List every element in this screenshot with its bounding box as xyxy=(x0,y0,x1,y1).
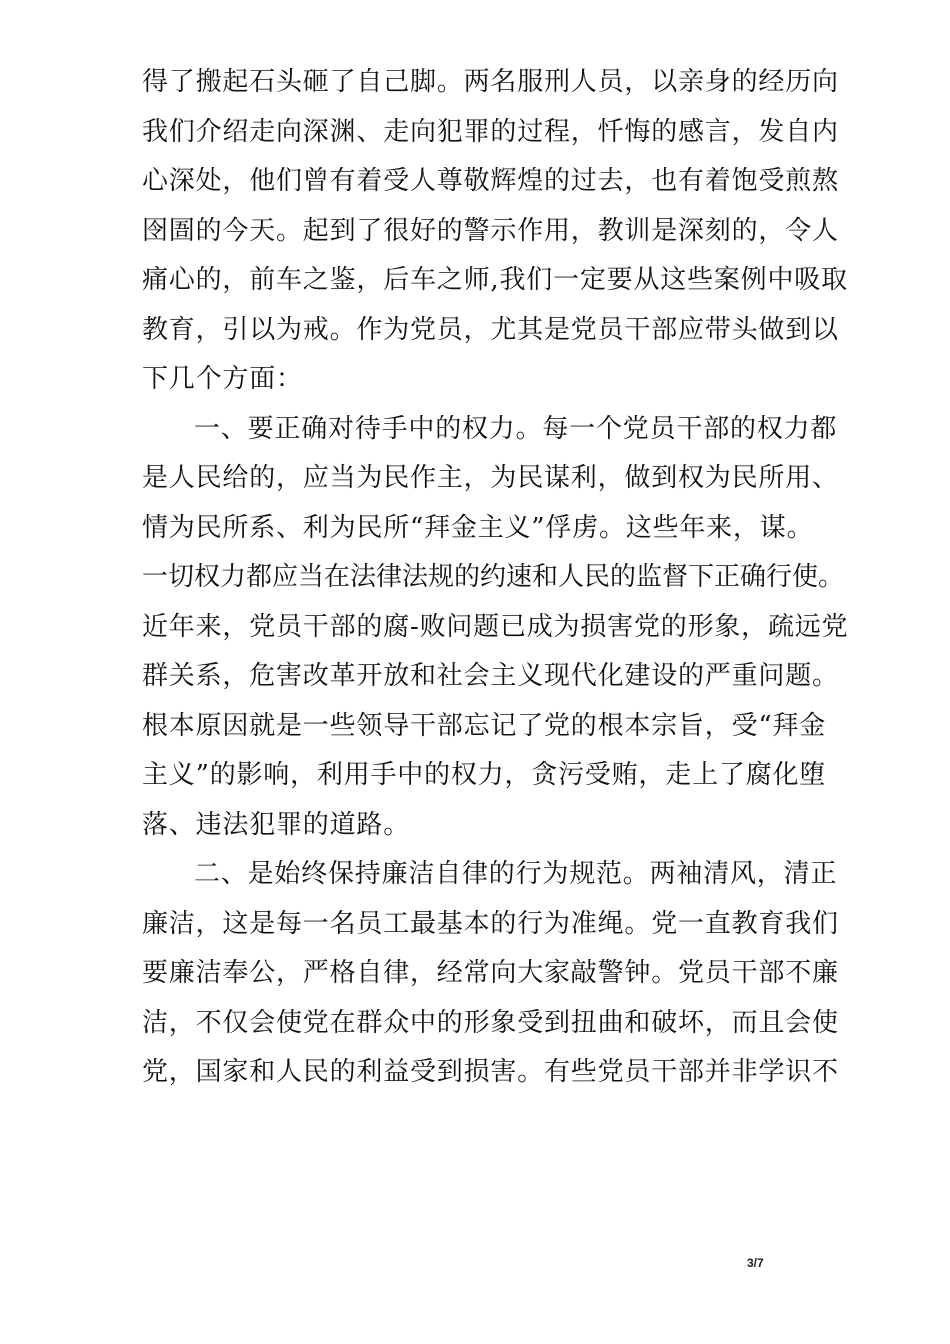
text-line: 情为民所系、利为民所“拜金主义”俘虏。这些年来，谋。 xyxy=(142,512,814,543)
text-line: 群关系，危害改革开放和社会主义现代化建设的严重问题。 xyxy=(142,661,839,691)
text-line: 囹圄的今天。起到了很好的警示作用，教训是深刻的，令人 xyxy=(142,215,839,246)
paragraph-start-line: 二、是始终保持廉洁自律的行为规范。两袖清风，清正 xyxy=(194,859,838,889)
text-line: 得了搬起石头砸了自己脚。两名服刑人员，以亲身的经历向 xyxy=(142,67,839,97)
text-line: 我们介绍走向深渊、走向犯罪的过程，忏悔的感言，发自内 xyxy=(142,116,839,147)
text-line: 一切权力都应当在法律法规的约速和人民的监督下正确行使。 xyxy=(142,562,845,592)
text-line: 痛心的，前车之鉴，后车之师,我们一定要从这些案例中吸取 xyxy=(142,265,848,295)
text-line: 落、违法犯罪的道路。 xyxy=(142,809,411,840)
text-line: 心深处，他们曾有着受人尊敬辉煌的过去，也有着饱受煎熬 xyxy=(142,166,839,196)
text-line: 主义”的影响，利用手中的权力，贪污受贿，走上了腐化堕 xyxy=(142,760,827,790)
text-line: 教育，引以为戒。作为党员，尤其是党员干部应带头做到以 xyxy=(142,314,839,345)
text-line: 洁，不仅会使党在群众中的形象受到扭曲和破坏，而且会使 xyxy=(142,1007,839,1038)
text-line: 党，国家和人民的利益受到损害。有些党员干部并非学识不 xyxy=(142,1057,839,1087)
text-line: 要廉洁奉公，严格自律，经常向大家敲警钟。党员干部不廉 xyxy=(142,958,839,988)
text-line: 是人民给的，应当为民作主，为民谋利，做到权为民所用、 xyxy=(142,463,839,493)
text-line: 廉洁，这是每一名员工最基本的行为准绳。党一直教育我们 xyxy=(142,908,839,939)
page-number: 3/7 xyxy=(747,1256,764,1270)
text-line: 近年来，党员干部的腐-败问题已成为损害党的形象，疏远党 xyxy=(142,611,849,642)
paragraph-start-line: 一、要正确对待手中的权力。每一个党员干部的权力都 xyxy=(194,413,838,444)
text-line: 下几个方面： xyxy=(142,364,303,394)
text-line: 根本原因就是一些领导干部忘记了党的根本宗旨，受“拜金 xyxy=(142,710,827,741)
body-text xyxy=(142,58,849,1098)
